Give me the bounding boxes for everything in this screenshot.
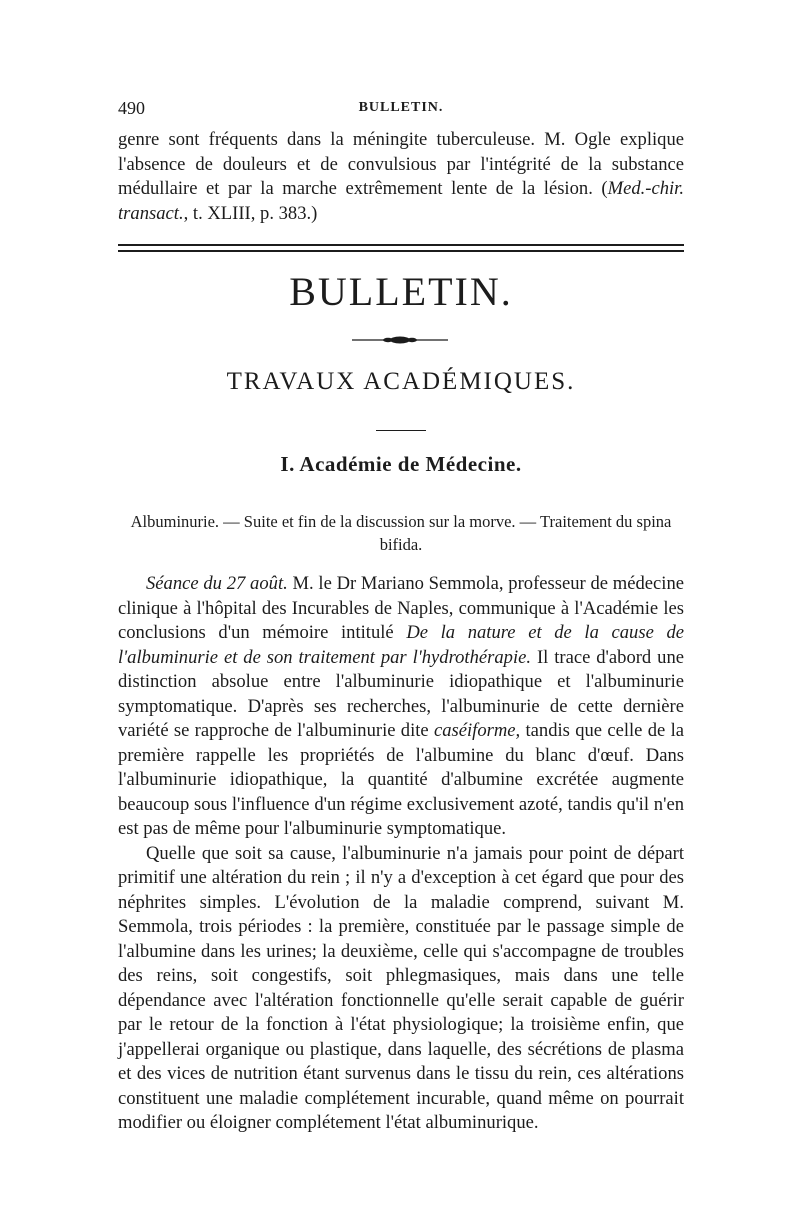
p1-text-2: Il trace d'abord une distinction absolue entre l'albuminurie idiopathique et l'albuminurie symptomatique. D'après ses recherches, l'albuminurie de cette dernière variété se rapproche de l'albuminurie dite xyxy=(118,646,684,741)
carryover-paragraph xyxy=(118,128,684,226)
paragraph-2: Quelle que soit sa cause, l'albuminurie n'a jamais pour point de départ primitif une altération du rein ; il n'y a d'exception à cet égard que pour des néphrites simples. L'évolution de la maladie comprend, suivant M. Semmola, trois périodes : la première, constituée par le passage simple de l'albumine dans les urines; la deuxième, celle qui s'accompagne de troubles des reins, soit congestifs, soit phlegmasiques, mais dans une telle dépendance avec l'altération fonctionnelle qu'elle serait capable de guérir par le retour de la fonction à l'état physiologique; la troisième enfin, que j'appellerai organique ou plastique, dans laquelle, des sécrétions de plasma et des vices de nutrition étant survenus dans le tissu du rein, ces altérations constituent une maladie complétement incurable, quand même on pourrait modifier ou éloigner complétement l'état albuminurique. xyxy=(118,842,684,1133)
section-subtitle: TRAVAUX ACADÉMIQUES. xyxy=(226,368,576,395)
memoire-title: De la nature et de la cause de l'albuminurie et de son traitement par l'hydrothérapie. xyxy=(118,622,685,668)
section-heading: I. Académie de Médecine. xyxy=(280,452,522,476)
running-header xyxy=(118,98,684,122)
caseiforme-term: caséiforme, xyxy=(433,720,521,741)
short-divider xyxy=(376,430,426,431)
double-rule-bottom xyxy=(118,250,684,252)
bulletin-title: BULLETIN. xyxy=(289,269,513,314)
carryover-text-2: , t. XLIII, p. 383.) xyxy=(183,202,318,224)
ornament-divider-icon xyxy=(352,334,448,346)
carryover-citation: Med.-chir. transact. xyxy=(118,178,684,224)
seance-date: Séance du 27 août. xyxy=(146,573,288,594)
paragraph-1 xyxy=(118,572,684,842)
running-title: BULLETIN. xyxy=(358,100,444,115)
session-summary: Albuminurie. — Suite et fin de la discussion sur la morve. — Traitement du spina bifida. xyxy=(130,512,672,554)
carryover-text-1: genre sont fréquents dans la méningite tuberculeuse. M. Ogle explique l'absence de douleurs et de convulsious par l'intégrité de la substance médullaire et par la marche extrêmement lente de la lésion. ( xyxy=(118,129,684,199)
p1-text-1: M. le Dr Mariano Semmola, professeur de médecine clinique à l'hôpital des Incurables de Naples, communique à l'Académie les conclusions d'un mémoire intitulé xyxy=(118,573,684,643)
session-body xyxy=(118,572,684,1136)
double-rule-top xyxy=(118,244,684,246)
page-number: 490 xyxy=(118,98,145,118)
p1-text-3: tandis que celle de la première rappelle les propriétés de l'albumine du blanc d'œuf. Dans l'albuminurie idiopathique, la quantité d'albumine excrétée augmente beaucoup sous l'influence d'un régime exclusivement azoté, tandis qu'il n'en est pas de même pour l'albuminurie symptomatique. xyxy=(118,720,684,839)
